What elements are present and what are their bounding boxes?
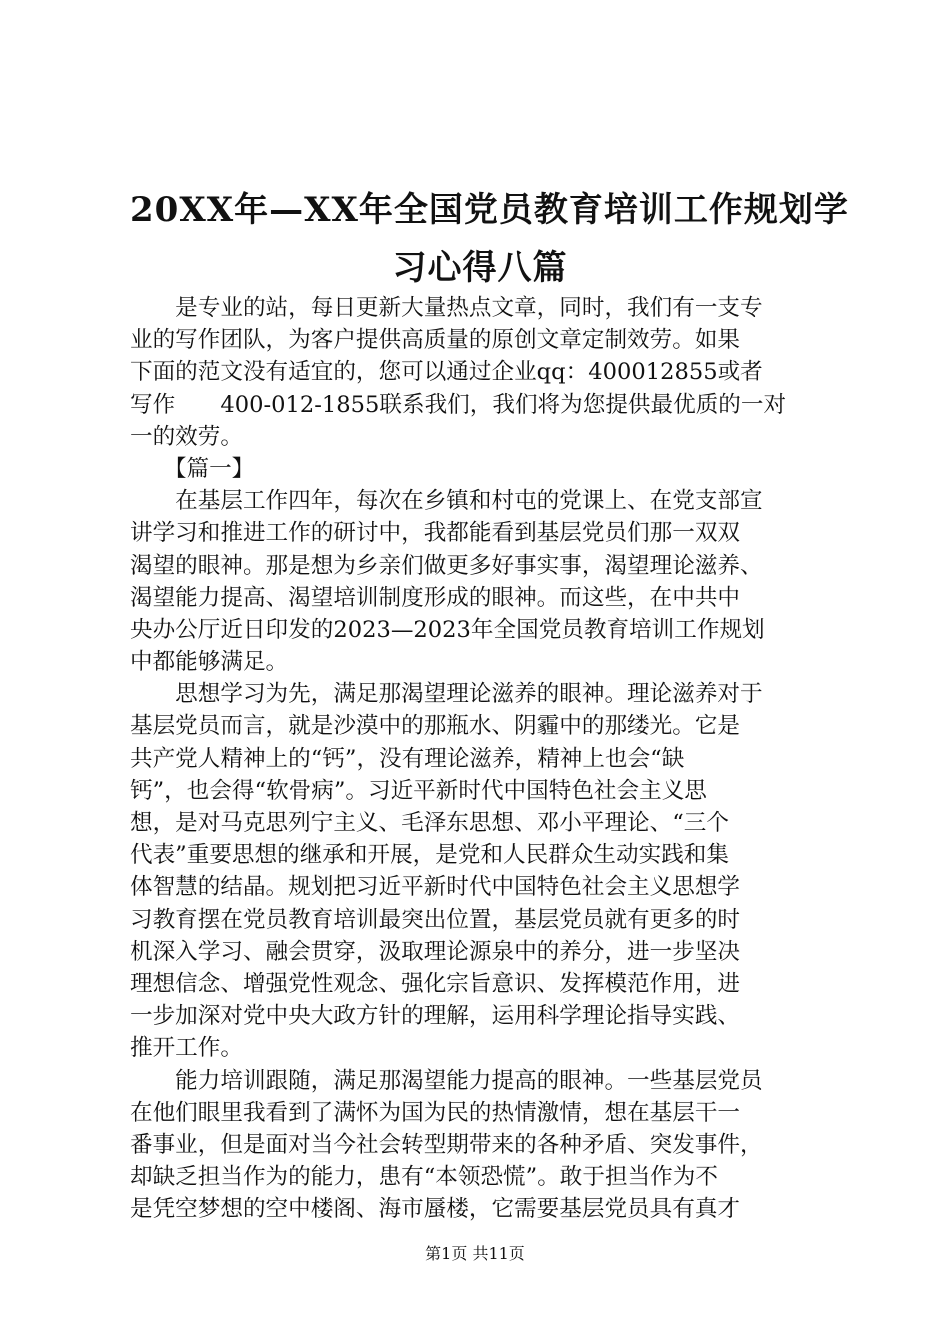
body-line: 下面的范文没有适宜的，您可以通过企业qq：400012855或者 bbox=[130, 359, 763, 386]
body-line: 代表”重要思想的继承和开展，是党和人民群众生动实践和集 bbox=[130, 842, 729, 869]
body-line: 体智慧的结晶。规划把习近平新时代中国特色社会主义思想学 bbox=[130, 874, 741, 901]
body-line: 基层党员而言，就是沙漠中的那瓶水、阴霾中的那缕光。它是 bbox=[130, 713, 741, 740]
body-line: 讲学习和推进工作的研讨中，我都能看到基层党员们那一双双 bbox=[130, 520, 741, 547]
body-line: 机深入学习、融会贯穿，汲取理论源泉中的养分，进一步坚决 bbox=[130, 938, 741, 965]
body-line: 央办公厅近日印发的2023—2023年全国党员教育培训工作规划 bbox=[130, 616, 765, 643]
body-line: 是凭空梦想的空中楼阁、海市蜃楼，它需要基层党员具有真才 bbox=[130, 1196, 741, 1223]
document-title-line-1: 20XX年—XX年全国党员教育培训工作规划学 bbox=[130, 190, 849, 230]
body-line: 业的写作团队，为客户提供高质量的原创文章定制效劳。如果 bbox=[130, 327, 741, 354]
body-line: 理想信念、增强党性观念、强化宗旨意识、发挥模范作用，进 bbox=[130, 970, 741, 997]
body-line: 写作 400-012-1855联系我们，我们将为您提供最优质的一对 bbox=[130, 391, 787, 418]
body-line: 推开工作。 bbox=[130, 1035, 243, 1062]
section-heading: 【篇一】 bbox=[130, 455, 255, 482]
body-line: 渴望能力提高、渴望培训制度形成的眼神。而这些，在中共中 bbox=[130, 584, 741, 611]
body-line: 番事业，但是面对当今社会转型期带来的各种矛盾、突发事件， bbox=[130, 1131, 763, 1158]
body-line: 钙”，也会得“软骨病”。习近平新时代中国特色社会主义思 bbox=[130, 777, 707, 804]
body-line: 是专业的站，每日更新大量热点文章，同时，我们有一支专 bbox=[130, 295, 763, 321]
body-line: 在基层工作四年，每次在乡镇和村屯的党课上、在党支部宣 bbox=[130, 488, 763, 515]
body-line: 共产党人精神上的“钙”，没有理论滋养，精神上也会“缺 bbox=[130, 745, 685, 772]
document-title-line-2: 习心得八篇 bbox=[392, 248, 568, 288]
body-line: 一步加深对党中央大政方针的理解，运用科学理论指导实践、 bbox=[130, 1003, 741, 1030]
body-line: 能力培训跟随，满足那渴望能力提高的眼神。一些基层党员 bbox=[130, 1067, 763, 1094]
body-line: 想，是对马克思列宁主义、毛泽东思想、邓小平理论、“三个 bbox=[130, 810, 729, 836]
body-line: 一的效劳。 bbox=[130, 423, 243, 450]
body-line: 却缺乏担当作为的能力，患有“本领恐慌”。敢于担当作为不 bbox=[130, 1164, 718, 1191]
body-line: 习教育摆在党员教育培训最突出位置，基层党员就有更多的时 bbox=[130, 906, 741, 933]
body-line: 思想学习为先，满足那渴望理论滋养的眼神。理论滋养对于 bbox=[130, 681, 763, 708]
body-line: 在他们眼里我看到了满怀为国为民的热情激情，想在基层干一 bbox=[130, 1099, 741, 1126]
body-line: 中都能够满足。 bbox=[130, 649, 289, 676]
body-line: 渴望的眼神。那是想为乡亲们做更多好事实事，渴望理论滋养、 bbox=[130, 552, 763, 579]
document-body bbox=[130, 292, 830, 1225]
page-number-footer: 第1页 共11页 bbox=[425, 1244, 525, 1263]
